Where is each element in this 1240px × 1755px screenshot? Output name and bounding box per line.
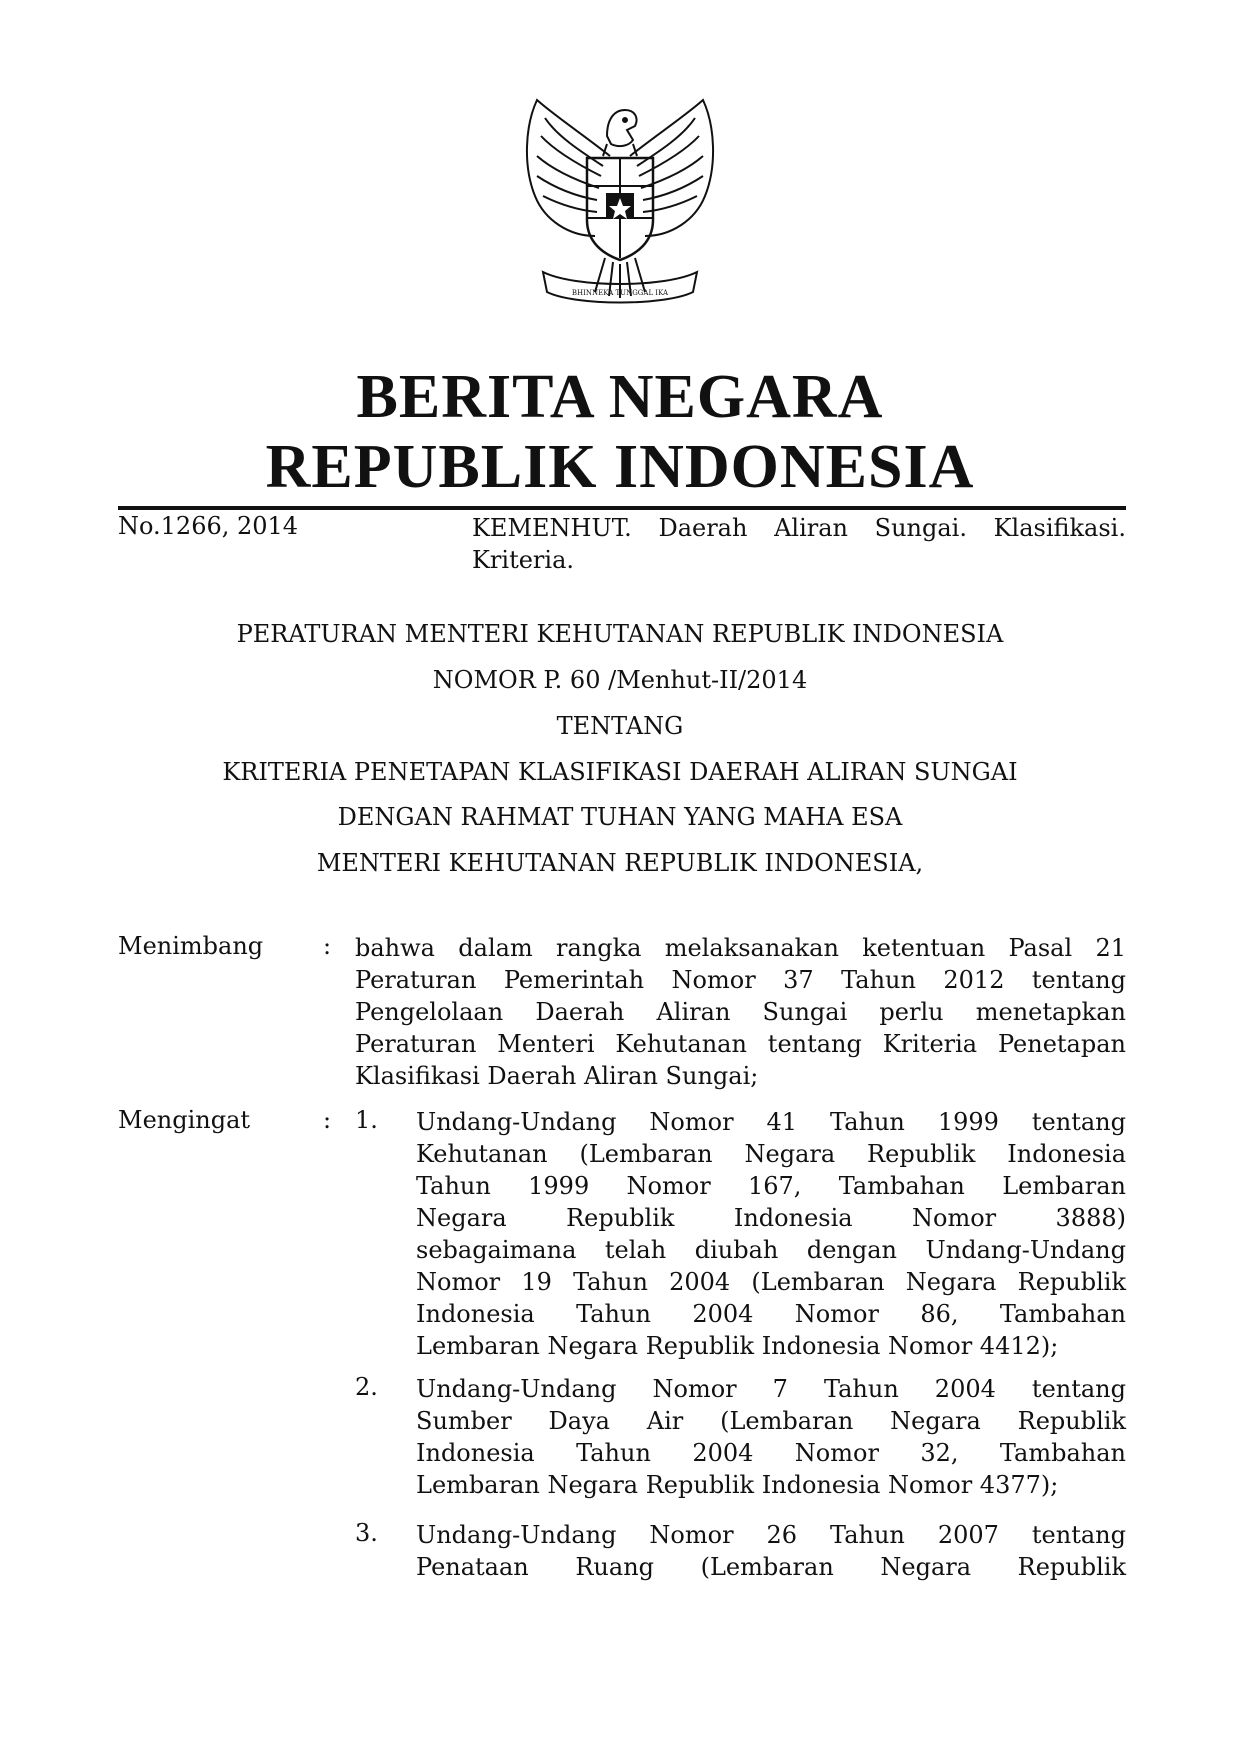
mengingat-item-3 [416, 1519, 1126, 1583]
garuda-emblem-icon [515, 96, 725, 308]
mengingat-line: Undang-Undang Nomor 7 Tahun 2004 tentang [416, 1375, 1126, 1403]
menimbang-label: Menimbang [118, 932, 264, 960]
masthead-line-2: REPUBLIK INDONESIA [265, 433, 975, 501]
mengingat-line: Penataan Ruang (Lembaran Negara Republik [416, 1553, 1126, 1581]
menimbang-line: Pengelolaan Daerah Aliran Sungai perlu menetapkan [355, 998, 1126, 1026]
mengingat-line: Indonesia Tahun 2004 Nomor 32, Tambahan [416, 1439, 1126, 1467]
emblem-motto: BHINNEKA TUNGGAL IKA [571, 289, 669, 297]
mengingat-item-number: 3. [355, 1519, 378, 1547]
regulation-issuer: MENTERI KEHUTANAN REPUBLIK INDONESIA, [316, 849, 924, 877]
mengingat-line: Sumber Daya Air (Lembaran Negara Republik [416, 1407, 1126, 1435]
regulation-subject: KRITERIA PENETAPAN KLASIFIKASI DAERAH ALIRAN SUNGAI [222, 758, 1018, 786]
menimbang-colon: : [323, 932, 332, 960]
mengingat-line: Nomor 19 Tahun 2004 (Lembaran Negara Republik [416, 1268, 1126, 1296]
menimbang-line: bahwa dalam rangka melaksanakan ketentuan Pasal 21 [355, 934, 1126, 962]
regulation-title: PERATURAN MENTERI KEHUTANAN REPUBLIK INDONESIA [236, 620, 1004, 648]
masthead-line-1: BERITA NEGARA [356, 363, 884, 431]
mengingat-line: Lembaran Negara Republik Indonesia Nomor 4412); [416, 1332, 1059, 1360]
regulation-number: NOMOR P. 60 /Menhut-II/2014 [432, 666, 808, 694]
mengingat-line: Lembaran Negara Republik Indonesia Nomor 4377); [416, 1471, 1059, 1499]
mengingat-line: Undang-Undang Nomor 41 Tahun 1999 tentang [416, 1108, 1126, 1136]
menimbang-text [355, 932, 1126, 1092]
gazette-topic: KEMENHUT. Daerah Aliran Sungai. Klasifikasi. Kriteria. [472, 514, 1126, 574]
mengingat-line: Negara Republik Indonesia Nomor 3888) [416, 1204, 1126, 1232]
mengingat-colon: : [323, 1106, 332, 1134]
masthead-divider [118, 506, 1126, 510]
mengingat-line: Kehutanan (Lembaran Negara Republik Indonesia [416, 1140, 1126, 1168]
menimbang-line: Peraturan Pemerintah Nomor 37 Tahun 2012 tentang [355, 966, 1126, 994]
mengingat-line: Tahun 1999 Nomor 167, Tambahan Lembaran [416, 1172, 1126, 1200]
mengingat-item-number: 2. [355, 1373, 378, 1401]
mengingat-item-number: 1. [355, 1106, 378, 1134]
mengingat-line: sebagaimana telah diubah dengan Undang-Undang [416, 1236, 1126, 1264]
mengingat-line: Undang-Undang Nomor 26 Tahun 2007 tentang [416, 1521, 1126, 1549]
regulation-tentang: TENTANG [556, 712, 684, 740]
menimbang-line: Peraturan Menteri Kehutanan tentang Kriteria Penetapan [355, 1030, 1126, 1058]
mengingat-label: Mengingat [118, 1106, 251, 1134]
mengingat-item-2 [416, 1373, 1126, 1501]
gazette-number: No.1266, 2014 [118, 512, 299, 540]
mengingat-line: Indonesia Tahun 2004 Nomor 86, Tambahan [416, 1300, 1126, 1328]
regulation-invocation: DENGAN RAHMAT TUHAN YANG MAHA ESA [337, 803, 903, 831]
mengingat-item-1 [416, 1106, 1126, 1362]
menimbang-line: Klasifikasi Daerah Aliran Sungai; [355, 1062, 759, 1090]
